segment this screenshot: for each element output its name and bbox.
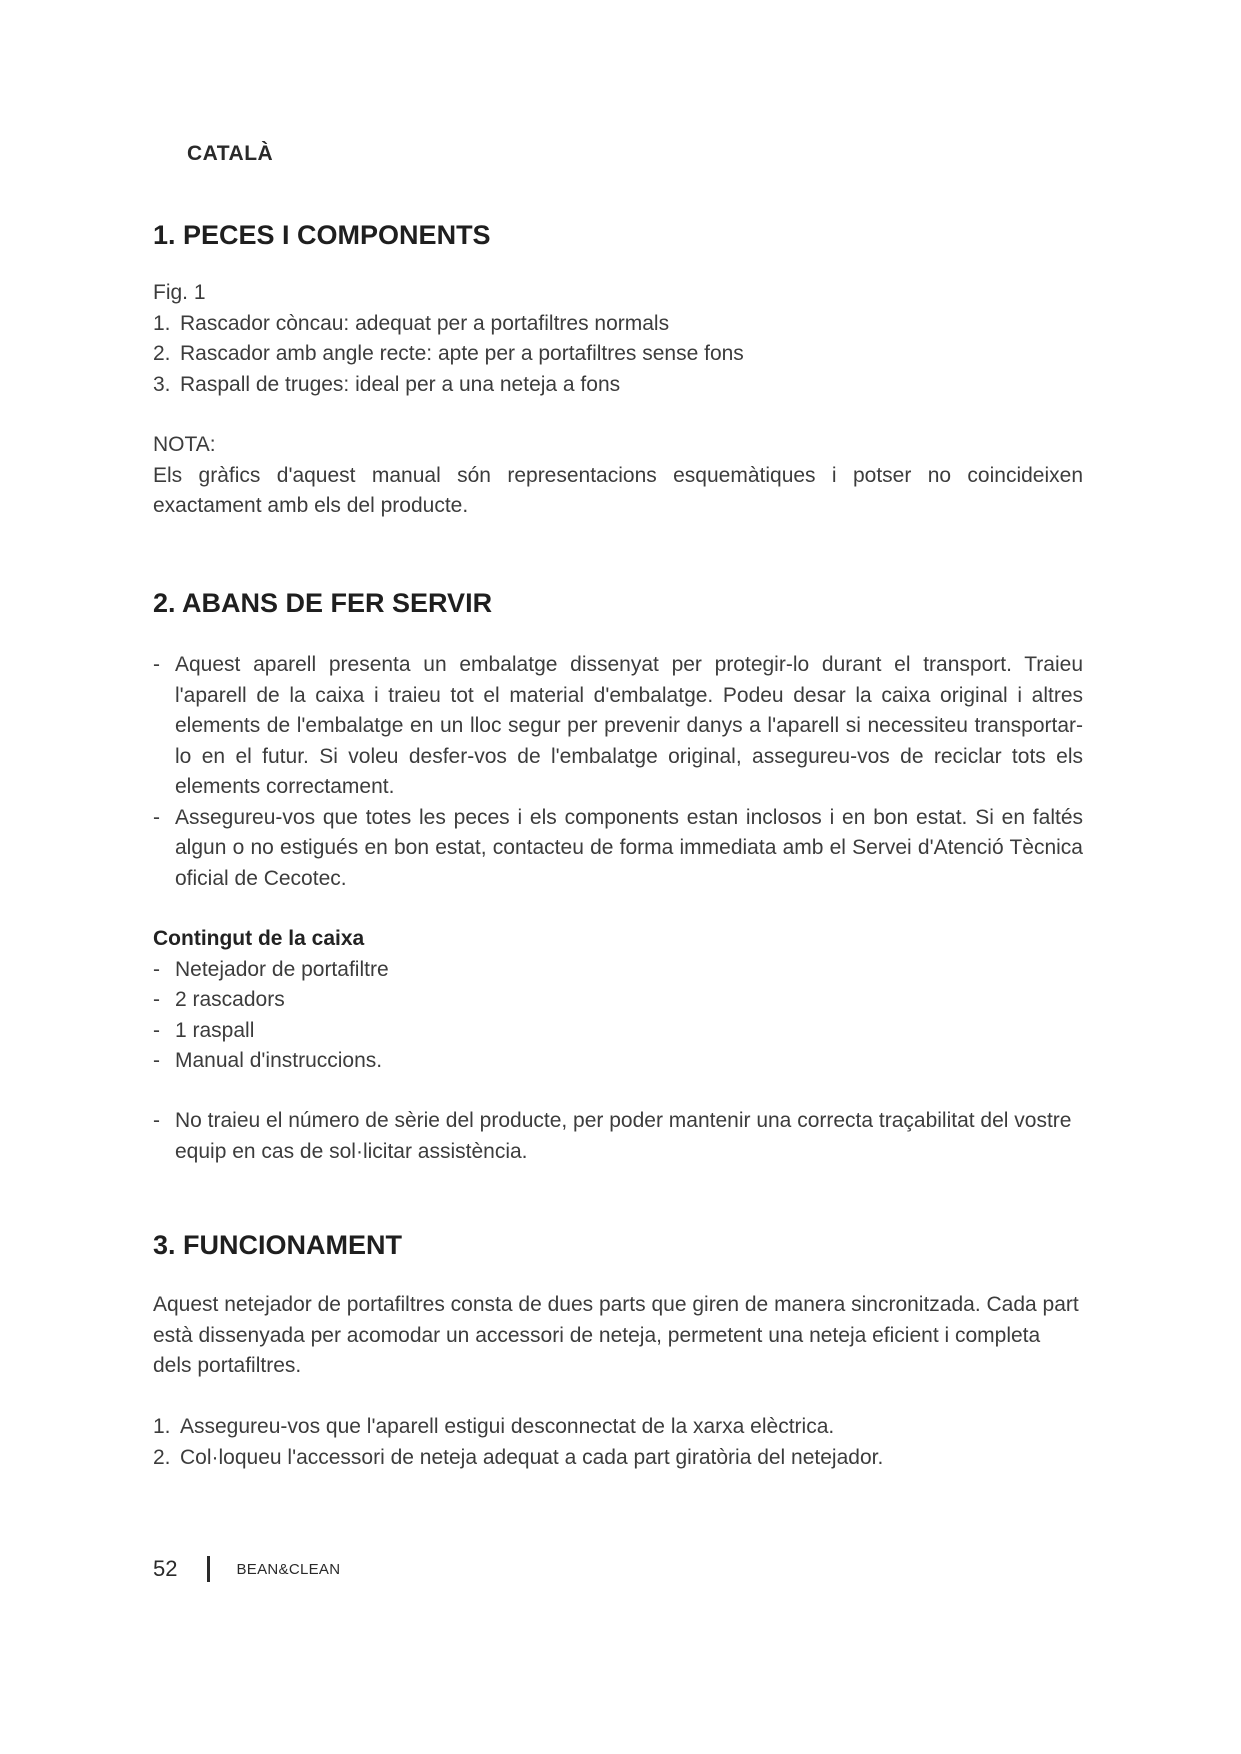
section-1-body — [153, 278, 1083, 400]
note-block — [153, 430, 1083, 522]
list-item: 2. Col·loqueu l'accessori de neteja adequat a cada part giratòria del netejador. — [153, 1445, 884, 1469]
components-list — [153, 309, 1083, 401]
note-text: Els gràfics d'aquest manual són representacions esquemàtiques i potser no coincideixen exactament amb els del producte. — [153, 463, 1083, 517]
language-label: CATALÀ — [187, 142, 274, 165]
list-item: 1. Rascador còncau: adequat per a portafiltres normals — [153, 311, 670, 335]
box-contents-list — [153, 955, 1083, 1077]
list-item: 3. Raspall de truges: ideal per a una neteja a fons — [153, 372, 621, 396]
list-item: - Manual d'instruccions. — [153, 1049, 383, 1072]
box-contents-title: Contingut de la caixa — [153, 927, 365, 950]
note-label: NOTA: — [153, 433, 216, 456]
section-3-intro: Aquest netejador de portafiltres consta de dues parts que giren de manera sincronitzada. Cada part està dissenyada per acomodar un accessori de neteja, permetent una neteja eficient i completa dels portafiltres. — [153, 1293, 1079, 1377]
list-item: - Netejador de portafiltre — [153, 957, 389, 981]
list-item: 1. Assegureu-vos que l'aparell estigui desconnectat de la xarxa elèctrica. — [153, 1415, 835, 1438]
section-1-title: 1. PECES I COMPONENTS — [153, 220, 491, 250]
fig-label: Fig. 1 — [153, 281, 206, 304]
section-3-title: 3. FUNCIONAMENT — [153, 1230, 402, 1260]
brand-name: BEAN&CLEAN — [236, 1560, 341, 1578]
list-item: - Aquest aparell presenta un embalatge dissenyat per protegir-lo durant el transport. Traieu l'aparell de la caixa i traieu tot el material d'embalatge. Podeu desar la caixa original i altres elements de l'embalatge en un lloc segur per prevenir danys a l'aparell si necessiteu transportar-lo en el futur. Si voleu desfer-vos de l'embalatge original, assegureu-vos de reciclar tots els elements correctament. — [153, 653, 1083, 798]
serial-note — [153, 1106, 1083, 1167]
before-use-list — [153, 650, 1083, 894]
section-3-steps — [153, 1412, 1083, 1473]
list-item: 2. Rascador amb angle recte: apte per a portafiltres sense fons — [153, 342, 744, 365]
steps-list — [153, 1412, 1083, 1473]
section-2-bullets — [153, 650, 1083, 894]
list-item: - No traieu el número de sèrie del producte, per poder mantenir una correcta traçabilitat del vostre equip en cas de sol·licitar assistència. — [153, 1109, 1072, 1163]
page-footer — [153, 1556, 340, 1582]
page-number: 52 — [153, 1556, 178, 1581]
box-contents — [153, 924, 1083, 1077]
list-item: - 1 raspall — [153, 1018, 255, 1042]
list-item: - 2 rascadors — [153, 988, 285, 1011]
section-2-title: 2. ABANS DE FER SERVIR — [153, 588, 493, 618]
list-item: - Assegureu-vos que totes les peces i els components estan inclosos i en bon estat. Si en faltés algun o no estigués en bon estat, contacteu de forma immediata amb el Servei d'Atenció Tècnica oficial de Cecotec. — [153, 805, 1083, 890]
footer-divider — [207, 1556, 210, 1582]
